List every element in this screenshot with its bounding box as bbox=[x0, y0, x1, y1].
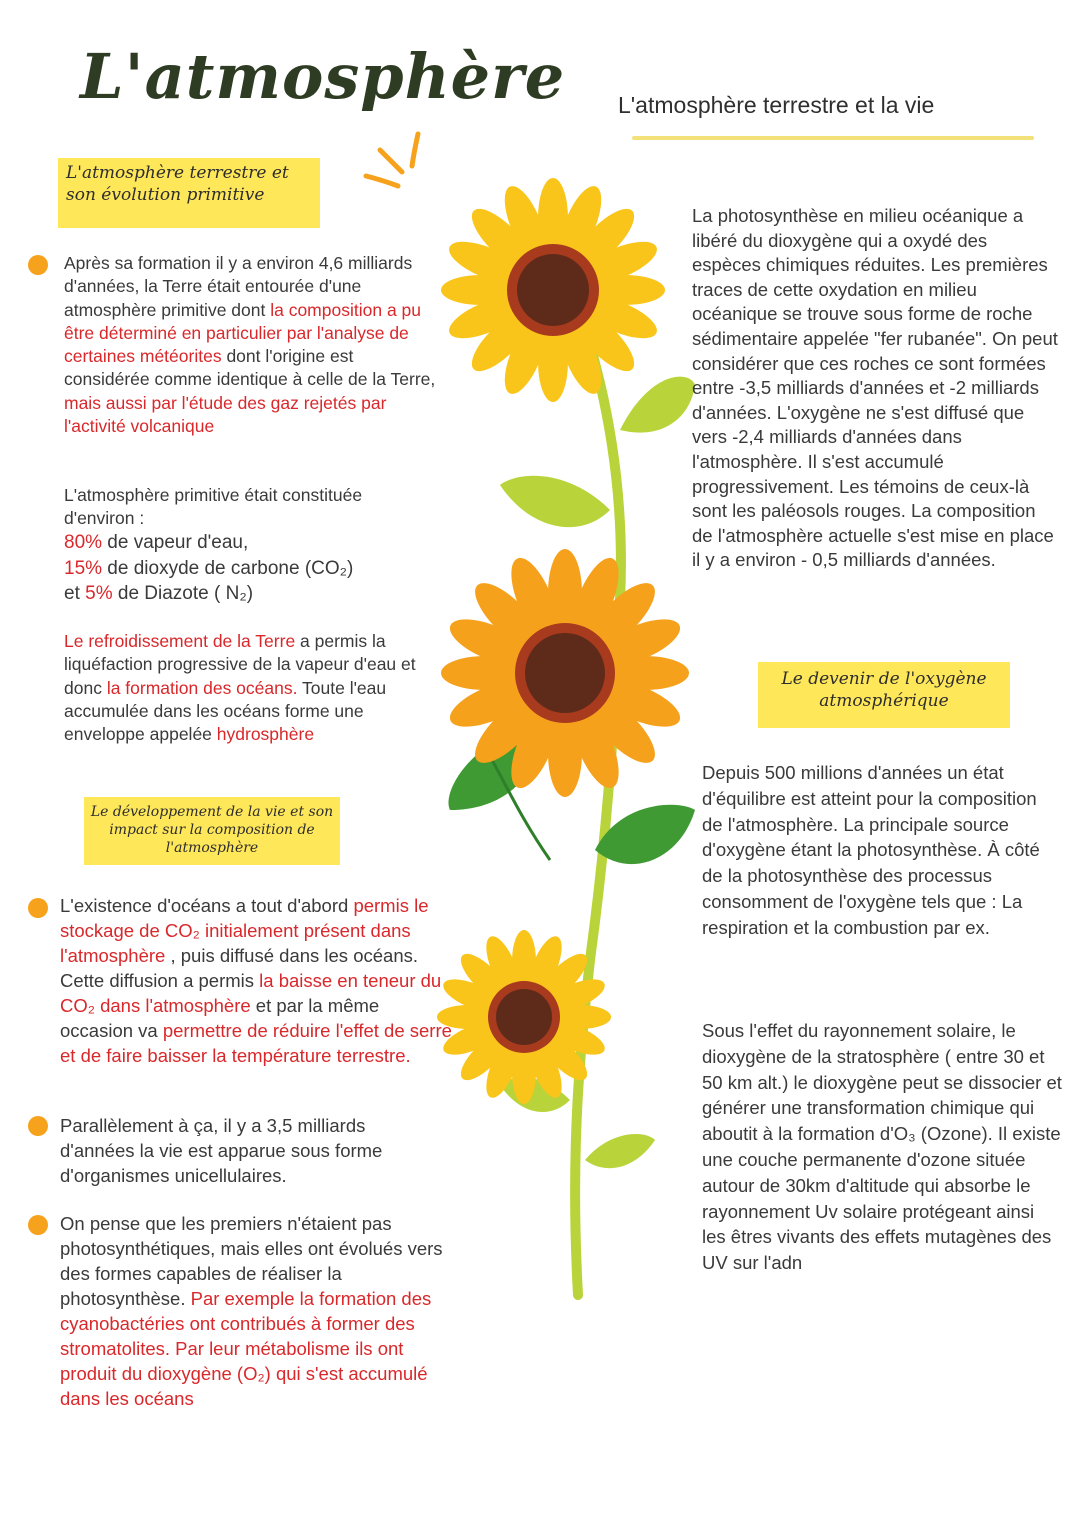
text-segment: dont l'origine est considérée comme identique à celle de la Terre, bbox=[64, 346, 436, 390]
highlighted-text: Le refroidissement de la Terre bbox=[64, 631, 296, 651]
highlighted-text: hydrosphère bbox=[216, 724, 315, 745]
paragraph-ozone: Sous l'effet du rayonnement solaire, le dioxygène de la stratosphère ( entre 30 et 50 km alt.) le dioxygène peut se dissocier et générer une transformation chimique qui aboutit à la formation d'O₃ (Ozone). Il existe une couche permanente d'ozone située autour de 30km d'altitude qui absorbe le rayonnement Uv solaire protégeant ainsi les êtres vivants des effets mutagènes des UV sur l'adn bbox=[702, 1020, 1062, 1274]
text-segment: On pense que les premiers n'étaient pas photosynthétiques, mais elles ont évolués vers des formes capables de réaliser la photosynthèse. bbox=[60, 1213, 443, 1309]
section-heading-life: Le développement de la vie et son impact sur la composition de l'atmosphère bbox=[84, 797, 340, 865]
bullet-icon bbox=[28, 1116, 48, 1136]
sunflower-illustration bbox=[420, 170, 710, 1300]
text-segment: a permis la liquéfaction progressive de la vapeur d'eau et donc bbox=[64, 631, 416, 698]
text-segment: et par la même occasion va bbox=[60, 995, 380, 1041]
composition-intro: L'atmosphère primitive était constituée d'environ : bbox=[64, 485, 363, 529]
highlighted-text: mais aussi par l'étude des gaz rejetés par l'activité volcanique bbox=[64, 392, 387, 437]
paragraph-equilibrium: Depuis 500 millions d'années un état d'équilibre est atteint pour la composition de l'atmosphère. La principale source d'oxygène étant la photosynthèse. À côté de la photosynthèse des processus consomment de l'oxygène tels que : La respiration et la combustion par ex. bbox=[702, 762, 1040, 938]
section-heading-evolution: L'atmosphère terrestre et son évolution primitive bbox=[58, 158, 320, 228]
highlighted-text: la composition a pu être déterminé en particulier par l'analyse de certaines météorites bbox=[64, 299, 422, 367]
paragraph-life-appears: Parallèlement à ça, il y a 3,5 milliards d'années la vie est apparue sous forme d'organismes unicellulaires. bbox=[60, 1115, 383, 1186]
bullet-icon bbox=[28, 255, 48, 275]
highlighted-text: permettre de réduire l'effet de serre et de faire baisser la température terrestre. bbox=[60, 1020, 452, 1066]
text-segment: Après sa formation il y a environ 4,6 milliards d'années, la Terre était entourée d'une atmosphère primitive dont bbox=[64, 253, 413, 320]
page-subtitle: L'atmosphère terrestre et la vie bbox=[618, 92, 935, 118]
composition-line: 80% de vapeur d'eau, bbox=[64, 532, 249, 553]
text-segment: , puis diffusé dans les océans. Cette diffusion a permis bbox=[60, 945, 418, 991]
paragraph-co2-storage bbox=[60, 893, 452, 1068]
composition-list bbox=[64, 530, 434, 607]
page-title: L'atmosphère bbox=[80, 40, 566, 113]
subtitle-underline bbox=[632, 136, 1034, 140]
paragraph-photosynthesis bbox=[60, 1211, 456, 1411]
highlighted-text: Par exemple la formation des cyanobactéries ont contribués à former des stromatolites. Par leur métabolisme ils ont produit du dioxygène (O₂) qui s'est accumulé dans les océans bbox=[60, 1288, 432, 1409]
highlighted-text: la baisse en teneur du CO₂ dans l'atmosphère bbox=[60, 970, 442, 1016]
text-segment: Toute l'eau accumulée dans les océans forme une enveloppe appelée bbox=[64, 677, 387, 745]
composition-line: et 5% de Diazote ( N₂) bbox=[64, 583, 254, 604]
text-segment: L'existence d'océans a tout d'abord bbox=[60, 895, 354, 916]
section-heading-oxygen: Le devenir de l'oxygène atmosphérique bbox=[758, 662, 1010, 728]
highlighted-text: permis le stockage de CO₂ initialement présent dans l'atmosphère bbox=[60, 895, 429, 966]
paragraph-formation bbox=[64, 252, 442, 438]
paragraph-oceans bbox=[64, 630, 442, 746]
composition-line: 15% de dioxyde de carbone (CO₂) bbox=[64, 557, 354, 579]
bullet-icon bbox=[28, 898, 48, 918]
highlighted-text: la formation des océans. bbox=[106, 677, 298, 698]
paragraph-oxidation: La photosynthèse en milieu océanique a libéré du dioxygène qui a oxydé des espèces chimiques réduites. Les premières traces de cette oxydation en milieu océanique se trouve sous forme de roche sédimentaire appelée "fer rubanée". On peut considérer que ces roches ce sont formées entre -3,5 milliards d'années et -2 milliards d'années. L'oxygène ne s'est diffusé que vers -2,4 milliards d'années dans l'atmosphère. Il s'est accumulé progressivement. Les témoins de ceux-là sont les paléosols rouges. La composition de l'atmosphère actuelle s'est mise en place il y a environ - 0,5 milliards d'années. bbox=[692, 205, 1058, 571]
bullet-icon bbox=[28, 1215, 48, 1235]
